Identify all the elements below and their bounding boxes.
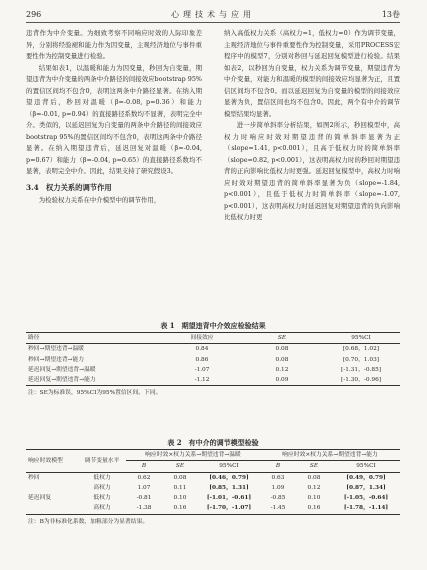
table-1-header-indirect: 间接效应 [190,335,214,341]
table-cell: [-1.01，-0.61] [206,495,252,502]
left-paragraph-3: 为检验权力关系在中介模型中的调节作用， [38,195,161,204]
table-cell: [0.87，1.34] [346,484,386,491]
table-cell: [0.70，1.03] [342,356,380,363]
table-row [26,365,400,375]
table-cell: 0.08 [307,474,321,481]
table-1-header-se: SE [277,335,287,341]
table-2-header-moderator: 调节变量水平 [78,450,126,473]
table-cell-model: 秒回 [28,474,40,481]
table-cell: 0.12 [307,484,321,491]
table-cell: 0.08 [275,346,289,353]
table-1-header-ci: 95%CI [351,335,371,341]
table-cell: 0.10 [307,495,321,502]
table-row [26,344,400,355]
table-row [26,375,400,386]
table-2-header-b: B [141,463,147,470]
table-cell: 0.16 [307,505,321,512]
table-cell: 0.16 [173,505,187,512]
table-cell-level: 高权力 [93,505,111,512]
running-head [26,8,400,22]
page-number: 296 [26,10,42,19]
table-2-header-ci: 95%CI [219,463,239,470]
table-cell: [0.49，0.79] [346,474,386,481]
table-cell: [-1.70，-1.07] [206,505,252,512]
table-cell: [-1.31，-0.85] [340,366,382,373]
table-2-header-model: 响应时效模型 [26,450,78,473]
table-2 [26,437,400,528]
table-cell: 延迟回复→期望违背→温暖 [28,366,96,373]
table-cell: [0.46，0.79] [209,474,249,481]
left-paragraph-1: 违背作为中介变量。为细致考察不同响应时效的人际印象差异，分别将经验褪和能力作为因变量，主观经济地位与事件重要性作为控制变量进行检验。 [26,29,202,60]
journal-title: 心理技术与应用 [171,10,255,19]
table-cell: -1.45 [270,505,286,512]
table-cell: 1.09 [271,484,285,491]
table-row [26,472,400,483]
table-1-note: 注：SE为标准误，95%CI为95%置信区间。下同。 [28,390,162,397]
table-2-group-header-row [26,450,400,461]
table-2-header-competence-group: 响应时效×权力关系→期望违背→能力 [260,450,400,461]
right-column [224,28,400,224]
table-cell: 秒回→期望违背→温暖 [28,346,85,353]
right-paragraph-1: 纳入高低权力关系（高权力=1，低权力=0）作为调节变量，主观经济地位与事件重要性作为控制变量，采用PROCESS宏程序中的模型7，分别对秒回与延迟回复模型进行检验。结果如表2，以秒回为自变量，权力关系为调节变量，期望违背为中介变量，对能力和温暖的模型的间接效应均显著为正，且置信区间均不包含0。而以延迟回复为自变量的模型的间接效应显著为负，置信区间也均不包含0。因此，两个有中介的调节模型结果均显著。 [224,29,400,118]
table-row [26,503,400,514]
table-2-grid [26,449,400,515]
volume-label: 13卷 [381,10,400,19]
table-2-caption: 表 2 有中介的调节模型检验 [167,438,259,447]
table-cell-model: 延迟回复 [28,495,52,502]
table-1 [26,320,400,399]
left-paragraph-2: 结果如表1，以温暖和能力为因变量，秒回为自变量，期望违背为中介变量的两条中介路径的间接效应bootstrap 95%的置信区间均不包含0，表明这两条中介路径显著。在纳入期望违背后，秒回对温暖（β=-0.08, p=0.36）和能力（β=-0.01, p=0.94）的直接路径系数均不显著，表明完全中介。类似的，以延迟回复为自变量的两条中介路径的间接效应bootstrap 95%的置信区间均不包含0，表明这两条中介路径显著。在纳入期望违背后，延迟回复对温暖（β=-0.04, p=0.67）和能力（β=-0.04, p=0.65）的直接路径系数均不显著，表明完全中介。因此，结果支持了研究假设3。 [26,63,202,175]
table-cell: 0.63 [271,474,285,481]
table-1-grid [26,332,400,386]
table-cell: 0.10 [173,495,187,502]
table-2-note: 注：B为非标准化系数，加粗部分为显著结果。 [28,518,149,525]
table-cell: 0.86 [195,356,209,363]
table-cell-level: 低权力 [93,474,111,481]
table-cell: 0.84 [195,346,209,353]
table-cell: [-1.30，-0.96] [340,377,382,384]
table-cell-model [26,503,78,514]
table-2-header-se: SE [309,463,319,470]
table-2-header-ci: 95%CI [356,463,376,470]
table-cell: [0.68，1.02] [342,346,380,353]
table-1-header-path: 路径 [28,335,40,341]
table-cell: [0.85，1.31] [209,484,249,491]
table-2-header-b: B [275,463,281,470]
table-cell: -1.07 [194,366,210,373]
table-cell-level: 低权力 [93,495,111,502]
table-row [26,493,400,503]
table-cell: 0.08 [173,474,187,481]
table-cell: 延迟回复→期望违背→能力 [28,377,96,384]
table-cell: 秒回→期望违背→能力 [28,356,85,363]
right-paragraph-2: 进一步简单斜率分析结果，如图2所示，秒回模型中，高权力时响应时效对期望违背的简单斜率显著为正（slope=1.41, p<0.001），且高于低权力时的简单斜率（slope=0.82, p<0.001），这表明高权力时的秒回对期望违背的正向影响比低权力时更强。延迟回复模型中，高权力时响应时效对期望违背的简单斜率显著为负（slope=-1.84, p<0.001），且低于低权力时简单斜率（slope=-1.07, p<0.001），这表明高权力时延迟回复对期望违背的负向影响比低权力时更 [224,121,400,221]
table-cell: -1.12 [194,377,210,384]
table-cell: 0.09 [275,377,289,384]
section-heading: 3.4 权力关系的调节作用 [26,182,112,192]
table-1-caption: 表 1 期望违背中介效应检验结果 [160,321,266,330]
table-cell: 0.62 [137,474,151,481]
table-cell: 0.12 [275,366,289,373]
table-cell: 1.07 [137,484,151,491]
table-cell: [-1.05，-0.64] [343,495,389,502]
table-cell-model [26,483,78,493]
table-2-header-warmth-group: 响应时效×权力关系→期望违背→温暖 [126,450,260,461]
table-2-header-se: SE [175,463,185,470]
table-cell: -0.81 [136,495,152,502]
table-cell: 0.08 [275,356,289,363]
table-row [26,355,400,365]
left-column [26,28,202,206]
table-row [26,483,400,493]
table-cell: -1.38 [136,505,152,512]
header-rule [26,22,400,23]
table-cell: [-1.78，-1.14] [343,505,389,512]
table-1-header-row [26,333,400,344]
table-cell: 0.11 [173,484,187,491]
table-cell-level: 高权力 [93,484,111,491]
table-cell: -0.85 [270,495,286,502]
